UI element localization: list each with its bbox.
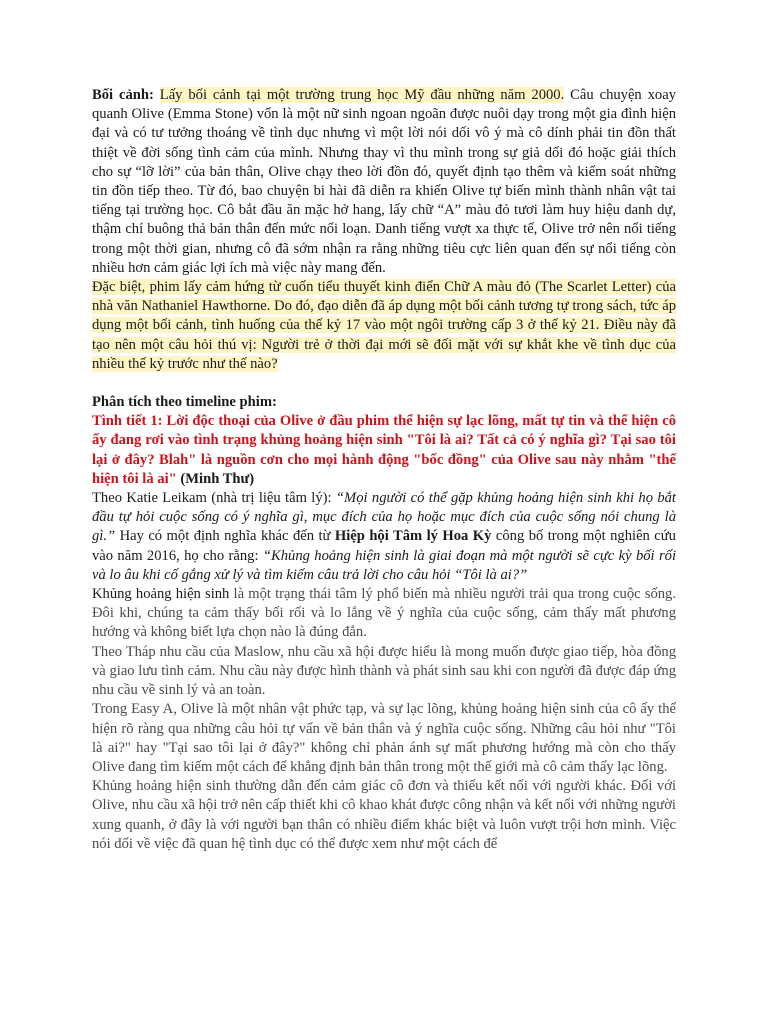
maslow-paragraph: Theo Tháp nhu cầu của Maslow, nhu cầu xã hội được hiểu là mong muốn được giao tiếp, hòa đồng và giao lưu tình cảm. Nhu cầu này được hình thành và phát sinh sau khi con người đã được đáp ứng nhu cầu về sinh lý và an toàn. — [92, 643, 676, 699]
spacer — [92, 374, 676, 393]
definition-bridge: Hay có một định nghĩa khác đến từ — [115, 528, 335, 545]
special-paragraph — [92, 278, 676, 374]
analysis-heading: Phân tích theo timeline phim: — [92, 394, 277, 411]
apa-quote: “Khủng hoảng hiện sinh là giai đoạn mà một người sẽ cực kỳ bối rối và lo âu khi cố gắng xử lý và tìm kiếm câu trả lời cho câu hỏi “Tôi là ai?” — [92, 547, 677, 583]
easy-a-paragraph: Trong Easy A, Olive là một nhân vật phức tạp, và sự lạc lõng, khủng hoảng hiện sinh của cô ấy thể hiện rõ ràng qua những câu hỏi tự vấn về bản thân và ý nghĩa cuộc sống. Những câu hỏi như "Tôi là ai?" hay "Tại sao tôi lại ở đây?" không chỉ phản ánh sự mất phương hướng mà còn cho thấy Olive đang tìm kiếm một cách để khẳng định bản thân trong một thế giới mà cô cảm thấy lạc lõng. — [92, 701, 676, 775]
context-highlight: Lấy bối cảnh tại một trường trung học Mỹ đầu những năm 2000. — [159, 87, 565, 103]
context-body: Câu chuyện xoay quanh Olive (Emma Stone) vốn là một nữ sinh ngoan ngoãn được nuôi dạy trong một gia đình hiện đại và có tư tưởng thoáng về tình dục nhưng vì một lời nói dối vô ý mà cô dính phải tin đồn thất thiệt về đời sống tình cảm của mình. Nhưng thay vì thu mình trong sự giả dối đó hoặc giải thích cho sự “lỡ lời” của bản thân, Olive chạy theo lời đồn đó, quyết định tạo thêm và kiểm soát những tin đồn tiếp theo. Từ đó, bao chuyện bi hài đã diễn ra khiến Olive tự biến mình thành nhân vật tai tiếng tại trường học. Cô bắt đầu ăn mặc hở hang, lấy chữ “A” màu đỏ tươi làm huy hiệu danh dự, thậm chí buông thả bản thân đến mức nổi loạn. Danh tiếng vượt xa thực tế, Olive trở nên nổi tiếng trong một thời gian, nhưng cô đã sớm nhận ra rằng những tiêu cực liên quan đến sự nổi tiếng còn nhiều hơn cảm giác lợi ích mà việc này mang đến. — [92, 87, 677, 276]
crisis-paragraph — [92, 585, 676, 643]
loneliness-paragraph: Khủng hoảng hiện sinh thường dẫn đến cảm giác cô đơn và thiếu kết nối với người khác. Đối với Olive, nhu cầu xã hội trở nên cấp thiết khi cô khao khát được công nhận và kết nối với những người xung quanh, ở đây là với người bạn thân có nhiều điểm khác biệt và luôn vượt trội hơn mình. Việc nói dối về việc đã quan hệ tình dục có thể được xem như một cách để — [92, 778, 676, 852]
special-highlight: Đặc biệt, phim lấy cảm hứng từ cuốn tiểu thuyết kinh điển Chữ A màu đỏ (The Scarlet Letter) của nhà văn Nathaniel Hawthorne. Do đó, đạo diễn đã áp dụng một bối cảnh tương tự trong sách, tức áp dụng một bối cảnh, tình huống của thế kỷ 17 vào một ngôi trường cấp 3 ở thế kỷ 21. Điều này đã tạo nên một câu hỏi thú vị: Người trẻ ở thời đại mới sẽ đối mặt với sự khắt khe về tình dục của nhiều thế kỷ trước như thế nào? — [92, 279, 676, 372]
leikam-quote: “Mọi người có thể gặp khủng hoảng hiện sinh khi họ bắt đầu tự hỏi cuộc sống có ý nghĩa gì, mục đích của họ hoặc mục đích của cuộc sống nói chung là gì.” — [92, 490, 676, 545]
definition-bridge-2: công bố trong một nghiên cứu vào năm 2016, họ cho rằng: — [92, 528, 676, 564]
definition-paragraph — [92, 489, 676, 585]
apa-org: Hiệp hội Tâm lý Hoa Kỳ — [334, 528, 492, 545]
episode-1-title: Tình tiết 1: Lời độc thoại của Olive ở đầu phim thể hiện sự lạc lõng, mất tự tin và thể hiện cô ấy đang rơi vào tình trạng khủng hoảng hiện sinh "Tôi là ai? Tất cả có ý nghĩa gì? Tại sao tôi lại ở đây? Blah" là nguồn cơn cho mọi hành động "bốc đồng" của Olive sau này nhằm "thể hiện tôi là ai" — [92, 413, 676, 487]
crisis-term: Khủng hoảng hiện sinh — [92, 586, 230, 603]
episode-1-paragraph — [92, 412, 676, 489]
definition-intro: Theo Katie Leikam (nhà trị liệu tâm lý): — [92, 490, 336, 507]
crisis-body: là một trạng thái tâm lý phổ biến mà nhiều người trải qua trong cuộc sống. Đôi khi, chúng ta cảm thấy bối rối và lo lắng về ý nghĩa của cuộc sống, cảm thấy mất phương hướng và không biết lựa chọn nào là đúng đắn. — [92, 586, 676, 641]
context-label: Bối cảnh: — [92, 87, 154, 103]
context-paragraph — [92, 86, 676, 278]
episode-1-author: (Minh Thư) — [176, 470, 255, 487]
document-page — [92, 86, 676, 854]
